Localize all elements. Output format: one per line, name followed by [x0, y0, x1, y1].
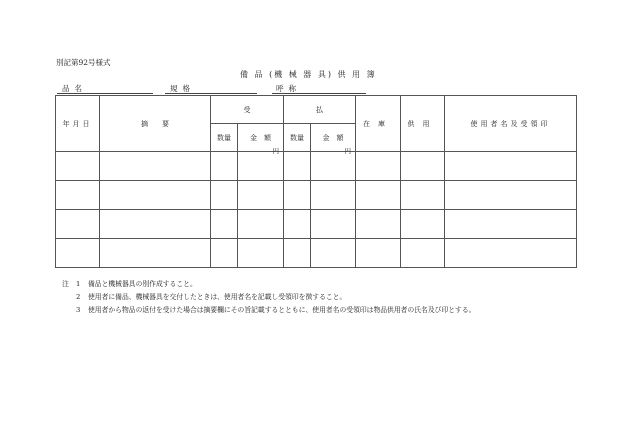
- cell-receive-qty[interactable]: [211, 181, 238, 210]
- cell-user-seal[interactable]: [445, 239, 577, 268]
- cell-stock[interactable]: [356, 239, 401, 268]
- document-title: 備 品 (機 械 器 具) 供 用 簿: [240, 70, 377, 79]
- cell-summary[interactable]: [100, 181, 211, 210]
- cell-date[interactable]: [56, 210, 100, 239]
- header-user-seal: 使用者名及受領印: [445, 96, 577, 152]
- table-row: [56, 181, 577, 210]
- cell-receive-amount[interactable]: [238, 210, 284, 239]
- cell-supply[interactable]: [401, 152, 445, 181]
- cell-receive-amount[interactable]: [238, 147, 284, 181]
- cell-pay-qty[interactable]: [284, 152, 311, 181]
- cell-stock[interactable]: [356, 181, 401, 210]
- cell-pay-qty[interactable]: [284, 239, 311, 268]
- cell-pay-qty[interactable]: [284, 210, 311, 239]
- cell-supply[interactable]: [401, 181, 445, 210]
- header-date: 年月日: [56, 96, 100, 152]
- header-receive: 受: [211, 96, 284, 124]
- header-pay-amount: 金 額: [311, 124, 356, 152]
- table-row: [56, 239, 577, 268]
- header-receive-amount: 金 額: [238, 124, 284, 152]
- cell-user-seal[interactable]: [445, 210, 577, 239]
- cell-date[interactable]: [56, 239, 100, 268]
- cell-summary[interactable]: [100, 152, 211, 181]
- cell-receive-qty[interactable]: [211, 152, 238, 181]
- cell-summary[interactable]: [100, 239, 211, 268]
- header-receive-qty: 数量: [211, 124, 238, 152]
- cell-date[interactable]: [56, 181, 100, 210]
- cell-date[interactable]: [56, 152, 100, 181]
- cell-receive-qty[interactable]: [211, 239, 238, 268]
- table-row: [56, 152, 577, 181]
- ledger-table: [55, 95, 577, 268]
- cell-user-seal[interactable]: [445, 152, 577, 181]
- note-item: 3 使用者から物品の返付を受けた場合は摘要欄にその旨記載するとともに、使用者名の受領印は物品供用者の氏名及び印とする。: [76, 306, 476, 314]
- yen-mark: 円: [272, 147, 279, 155]
- header-supply: 供用: [401, 96, 445, 152]
- item-name-label: 品名: [62, 84, 87, 93]
- cell-supply[interactable]: [401, 239, 445, 268]
- header-pay-qty: 数量: [284, 124, 311, 152]
- cell-pay-amount[interactable]: [311, 210, 356, 239]
- cell-stock[interactable]: [356, 210, 401, 239]
- item-name-line: [57, 93, 153, 94]
- cell-receive-qty[interactable]: [211, 210, 238, 239]
- yen-mark: 円: [344, 147, 351, 155]
- header-stock: 在庫: [356, 96, 401, 152]
- spec-line: [165, 93, 257, 94]
- header-pay: 払: [284, 96, 356, 124]
- table-row: [56, 210, 577, 239]
- cell-pay-amount[interactable]: [311, 181, 356, 210]
- cell-summary[interactable]: [100, 210, 211, 239]
- cell-receive-amount[interactable]: [238, 181, 284, 210]
- header-summary: 摘 要: [100, 96, 211, 152]
- spec-label: 規格: [170, 84, 195, 93]
- designation-label: 呼称: [276, 84, 301, 93]
- cell-user-seal[interactable]: [445, 181, 577, 210]
- designation-line: [272, 93, 366, 94]
- notes-label: 注: [62, 280, 69, 288]
- cell-supply[interactable]: [401, 210, 445, 239]
- notes: [62, 278, 475, 317]
- cell-receive-amount[interactable]: [238, 239, 284, 268]
- note-item: 2 使用者に備品、機械器具を交付したときは、使用者名を記載し受領印を徴すること。: [76, 293, 347, 301]
- cell-stock[interactable]: [356, 152, 401, 181]
- cell-pay-amount[interactable]: [311, 147, 356, 181]
- cell-pay-qty[interactable]: [284, 181, 311, 210]
- cell-pay-amount[interactable]: [311, 239, 356, 268]
- form-id: 別記第92号様式: [56, 58, 111, 67]
- note-item: 注 1 備品と機械器具の別作成すること。: [62, 278, 475, 291]
